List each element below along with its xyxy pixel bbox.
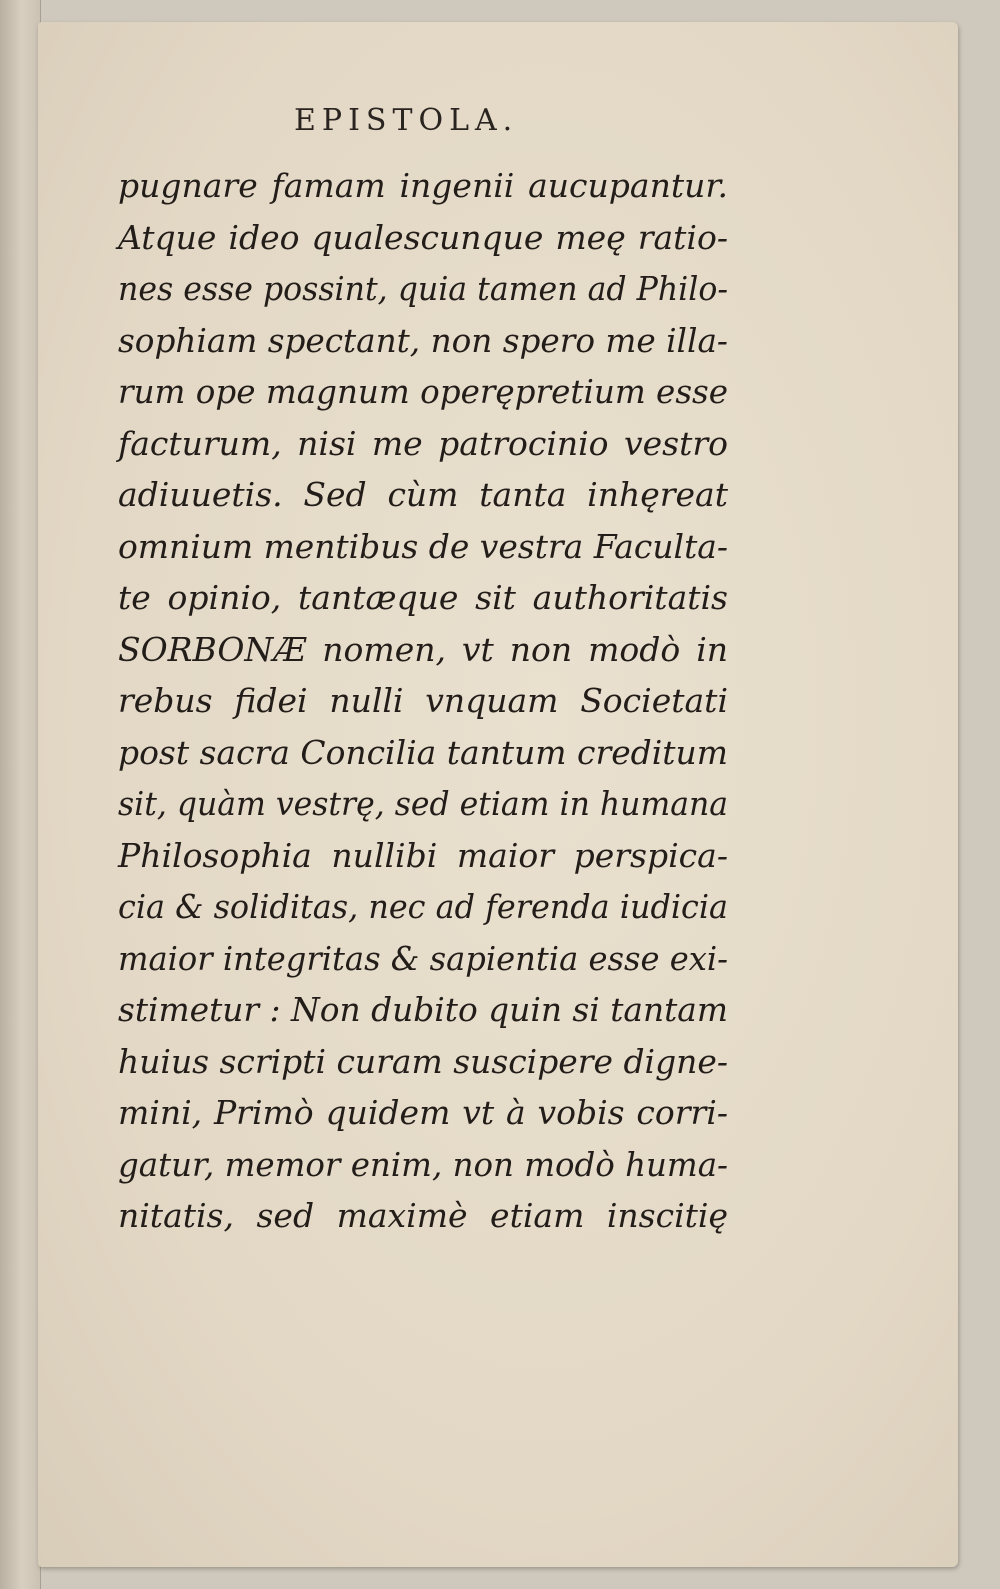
text-line: post sacra Concilia tantum creditum xyxy=(118,732,728,772)
text-line: rebus fidei nulli vnquam Societati xyxy=(118,681,728,720)
text-line: Atque ideo qualescunque meę ratio- xyxy=(118,217,728,257)
text-line: nes esse possint, quia tamen ad Philo- xyxy=(118,269,729,308)
text-line: sophiam spectant, non spero me illa- xyxy=(118,320,728,360)
text-line: rum ope magnum operępretium esse xyxy=(118,372,729,411)
text-line: facturum, nisi me patrocinio vestro xyxy=(118,423,728,463)
text-line: gatur, memor enim, non modò huma- xyxy=(118,1144,729,1184)
text-line: sit, quàm vestrę, sed etiam in humana xyxy=(118,784,728,823)
text-line: cia & soliditas, nec ad ferenda iudicia xyxy=(118,887,729,926)
text-line: adiuuetis. Sed cùm tanta inhęreat xyxy=(118,475,728,514)
running-header: EPISTOLA. xyxy=(294,103,519,138)
text-line: omnium mentibus de vestra Faculta- xyxy=(118,526,729,566)
adjacent-leaf-edge xyxy=(0,0,41,1589)
text-line: te opinio, tantæque sit authoritatis xyxy=(118,578,728,617)
page-body-text xyxy=(118,160,728,1242)
text-line: SORBONÆ nomen, vt non modò in xyxy=(118,629,729,669)
text-line: huius scripti curam suscipere digne- xyxy=(118,1041,729,1081)
text-line: pugnare famam ingenii aucupantur. xyxy=(118,166,729,205)
text-line: maior integritas & sapientia esse exi- xyxy=(118,938,729,978)
text-line: Philosophia nullibi maior perspica- xyxy=(118,835,728,875)
text-line: stimetur : Non dubito quin si tantam xyxy=(118,990,729,1029)
text-line: mini, Primò quidem vt à vobis corri- xyxy=(118,1093,728,1132)
text-line: nitatis, sed maximè etiam inscitię xyxy=(118,1196,728,1235)
